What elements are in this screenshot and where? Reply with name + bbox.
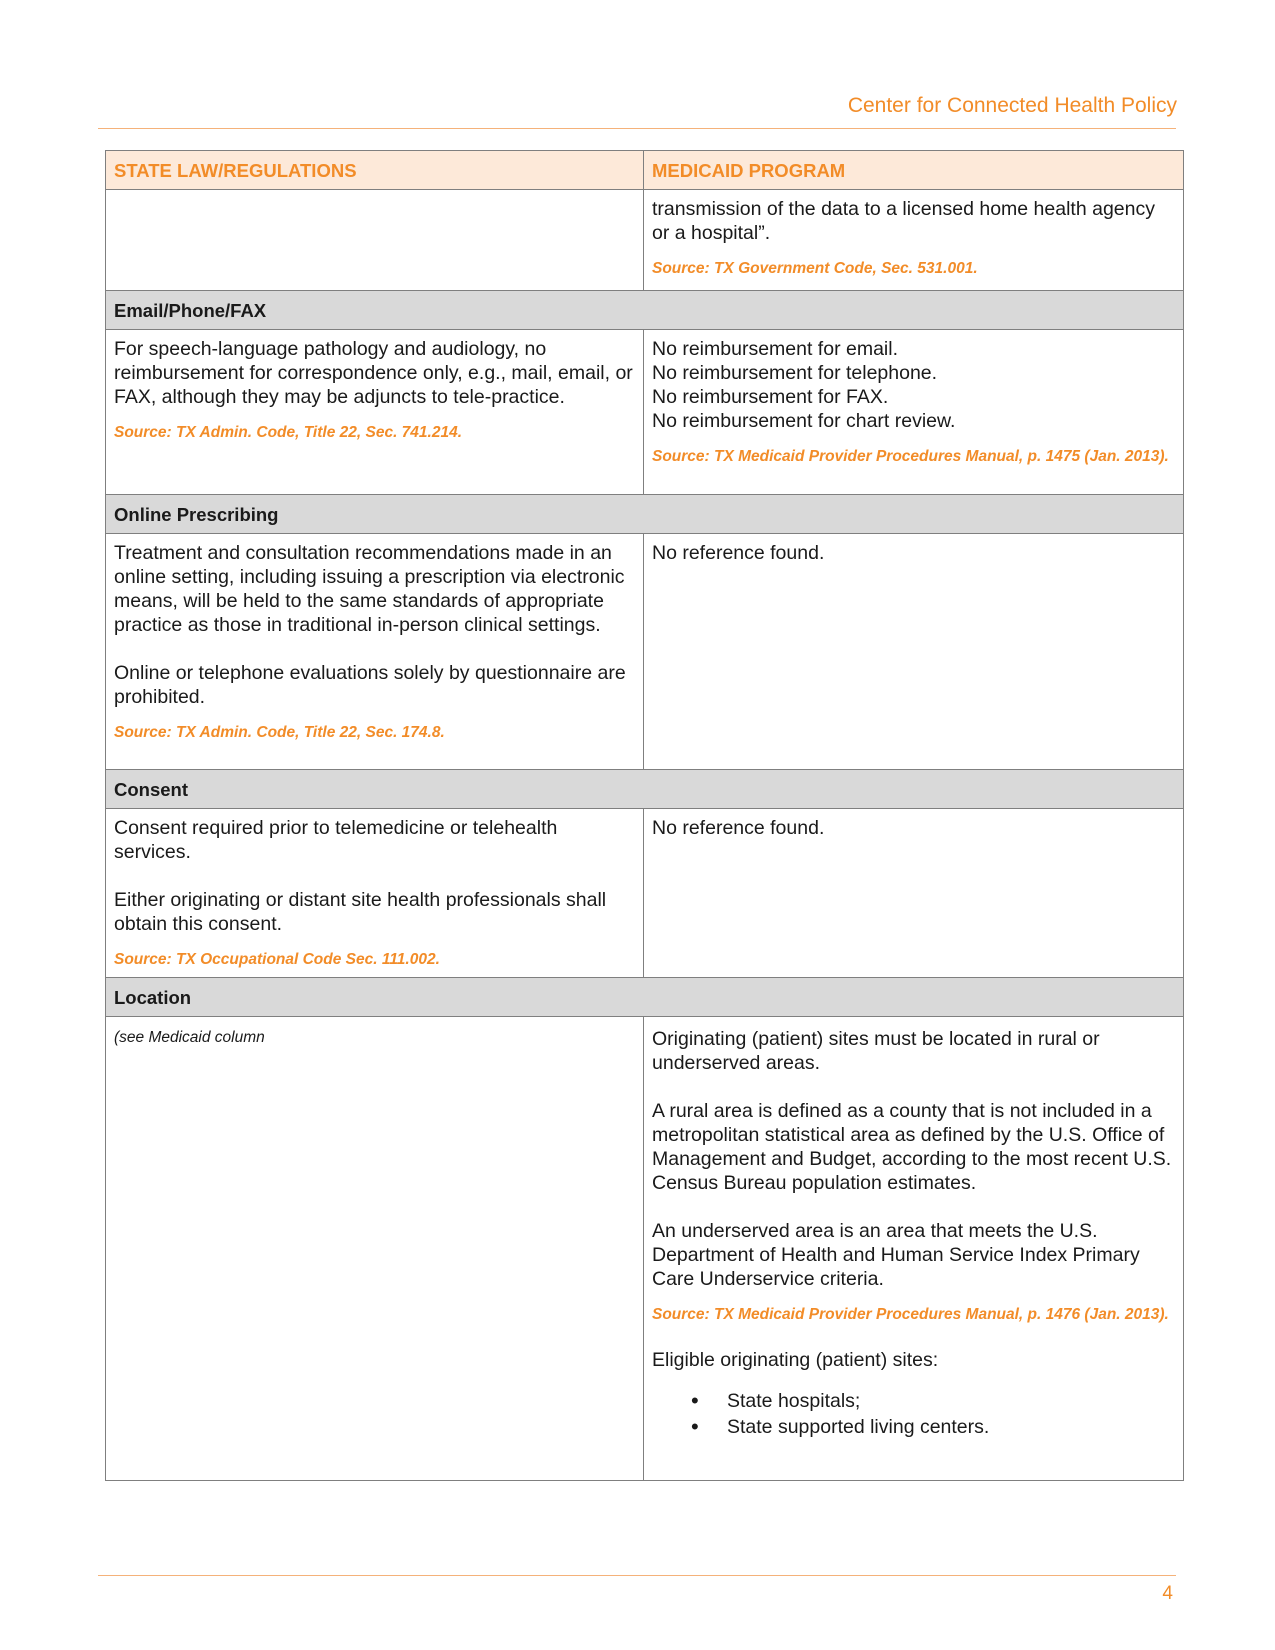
eligible-sites-list (652, 1388, 1175, 1440)
cell-text: Consent required prior to telemedicine or telehealth services. (114, 817, 558, 863)
state-law-cell (106, 809, 644, 978)
table-row (106, 190, 1184, 291)
medicaid-cell (644, 809, 1184, 978)
medicaid-cell (644, 1017, 1184, 1481)
list-item: • State hospitals; (727, 1388, 1175, 1414)
cell-text: Originating (patient) sites must be located in rural or underserved areas. (652, 1028, 1100, 1074)
state-law-cell (106, 330, 644, 495)
cell-text: Treatment and consultation recommendations made in an online setting, including issuing a prescription via electronic means, will be held to the same standards of appropriate practice as those in traditional in-person clinical settings. (114, 542, 625, 636)
table-row (106, 330, 1184, 495)
source-citation: Source: TX Medicaid Provider Procedures Manual, p. 1476 (Jan. 2013). (652, 1306, 1169, 1323)
section-header-online-prescribing (106, 495, 1184, 534)
section-title: Consent (106, 770, 1184, 809)
cell-note: (see Medicaid column (114, 1029, 265, 1046)
section-title: Online Prescribing (106, 495, 1184, 534)
source-citation: Source: TX Occupational Code Sec. 111.002. (114, 951, 440, 968)
source-citation: Source: TX Admin. Code, Title 22, Sec. 741.214. (114, 424, 463, 441)
medicaid-cell (644, 330, 1184, 495)
cell-text: For speech-language pathology and audiology, no reimbursement for correspondence only, e.g., mail, email, or FAX, although they may be adjuncts to tele-practice. (114, 338, 633, 408)
cell-text: An underserved area is an area that meets the U.S. Department of Health and Human Service Index Primary Care Underservice criteria. (652, 1220, 1140, 1290)
cell-text: Online or telephone evaluations solely by questionnaire are prohibited. (114, 662, 626, 708)
state-law-cell (106, 534, 644, 770)
source-citation: Source: TX Admin. Code, Title 22, Sec. 174.8. (114, 724, 445, 741)
section-header-email-phone-fax (106, 291, 1184, 330)
cell-text-line: No reimbursement for FAX. (652, 386, 889, 408)
cell-text-line: No reimbursement for email. (652, 338, 898, 360)
cell-text: No reference found. (652, 817, 825, 839)
table-row (106, 1017, 1184, 1481)
state-law-cell (106, 1017, 644, 1481)
list-item: • State supported living centers. (727, 1414, 1175, 1440)
cell-text: Either originating or distant site health professionals shall obtain this consent. (114, 889, 607, 935)
page-number: 4 (1162, 1583, 1173, 1604)
table-row (106, 534, 1184, 770)
cell-text-line: No reimbursement for chart review. (652, 410, 956, 432)
section-title: Location (106, 978, 1184, 1017)
footer-divider (98, 1575, 1176, 1576)
continuation-right-cell (644, 190, 1184, 291)
column-header-medicaid: MEDICAID PROGRAM (644, 151, 1184, 190)
cell-text: A rural area is defined as a county that is not included in a metropolitan statistical area as defined by the U.S. Office of Management and Budget, according to the most recent U.S. Census Bureau population estimates. (652, 1100, 1172, 1194)
section-header-consent (106, 770, 1184, 809)
header-divider (98, 128, 1176, 129)
column-header-state-law: STATE LAW/REGULATIONS (106, 151, 644, 190)
cell-text-line: No reimbursement for telephone. (652, 362, 938, 384)
section-title: Email/Phone/FAX (106, 291, 1184, 330)
page-header-title: Center for Connected Health Policy (847, 94, 1177, 117)
cell-text: transmission of the data to a licensed home health agency or a hospital”. (652, 198, 1155, 244)
medicaid-cell (644, 534, 1184, 770)
policy-table (105, 150, 1184, 1481)
source-citation: Source: TX Medicaid Provider Procedures Manual, p. 1475 (Jan. 2013). (652, 448, 1169, 465)
column-header-row (106, 151, 1184, 190)
table-row (106, 809, 1184, 978)
source-citation: Source: TX Government Code, Sec. 531.001. (652, 260, 978, 277)
continuation-left-cell (106, 190, 644, 291)
section-header-location (106, 978, 1184, 1017)
cell-text: Eligible originating (patient) sites: (652, 1349, 939, 1371)
cell-text: No reference found. (652, 542, 825, 564)
